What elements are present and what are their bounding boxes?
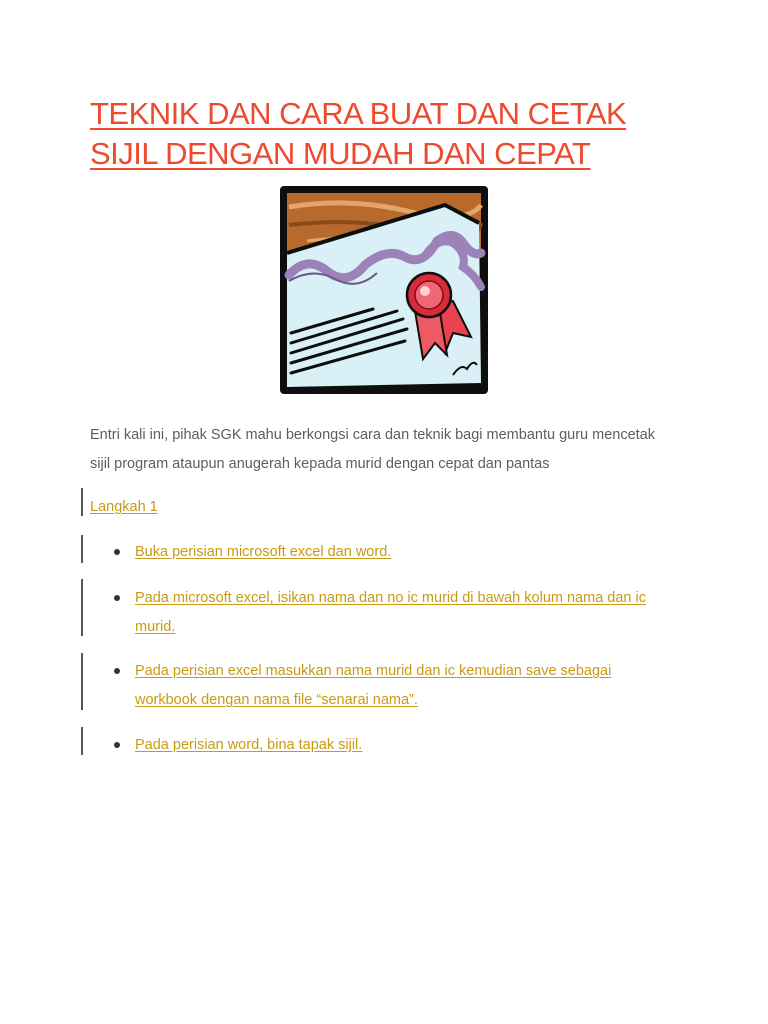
list-item[interactable] — [135, 657, 695, 715]
list-item-line-1[interactable]: Pada microsoft excel, isikan nama dan no ic murid di bawah kolum nama dan ic — [135, 590, 646, 606]
bullet-icon — [114, 668, 120, 674]
margin-bar — [81, 535, 83, 563]
list-item-line-1[interactable]: Buka perisian microsoft excel dan word. — [135, 544, 392, 560]
margin-bar — [81, 488, 83, 516]
bullet-icon — [114, 595, 120, 601]
list-item[interactable] — [135, 731, 695, 760]
list-item[interactable] — [135, 584, 695, 642]
list-item-line-1[interactable]: Pada perisian excel masukkan nama murid dan ic kemudian save sebagai — [135, 663, 612, 679]
list-item[interactable] — [135, 538, 695, 567]
list-item-line-2[interactable]: murid. — [135, 619, 176, 635]
certificate-icon — [277, 183, 491, 397]
margin-bar — [81, 727, 83, 755]
list-item-line-1[interactable]: Pada perisian word, bina tapak sijil. — [135, 737, 363, 753]
article-title[interactable] — [90, 94, 690, 174]
intro-line-2: sijil program ataupun anugerah kepada murid dengan cepat dan pantas — [90, 455, 550, 472]
intro-paragraph — [90, 421, 700, 478]
intro-line-1: Entri kali ini, pihak SGK mahu berkongsi cara dan teknik bagi membantu guru mencetak — [90, 427, 655, 443]
bullet-icon — [114, 549, 120, 555]
list-item-line-2[interactable]: workbook dengan nama file “senarai nama”. — [135, 692, 418, 708]
title-line-1[interactable]: TEKNIK DAN CARA BUAT DAN CETAK — [90, 96, 627, 131]
bullet-icon — [114, 742, 120, 748]
margin-bar — [81, 653, 83, 710]
title-line-2[interactable]: SIJIL DENGAN MUDAH DAN CEPAT — [90, 136, 591, 171]
margin-bar — [81, 579, 83, 636]
step-heading-link[interactable]: Langkah 1 — [90, 499, 158, 515]
